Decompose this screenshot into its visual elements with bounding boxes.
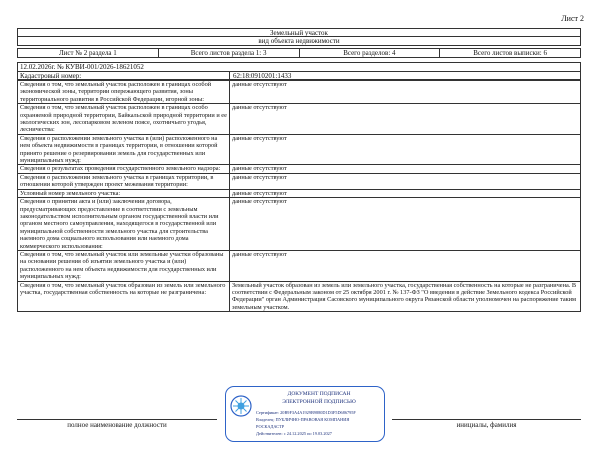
position-signature-line xyxy=(17,419,217,420)
row-label: Сведения о результатах проведения государственного земельного надзора: xyxy=(18,165,230,173)
table-row xyxy=(18,165,581,173)
table-row xyxy=(18,134,581,165)
row-label: Сведения о том, что земельный участок образован из земель или земельного участка, государственная собственность на которые не разграничена: xyxy=(18,281,230,312)
row-value: данные отсутствуют xyxy=(230,81,581,104)
row-label: Сведения о том, что земельный участок расположен в границах особой экономической зоны, территории опережающего развития, зоны территориального развития в Российской Федерации, игорной зоны: xyxy=(18,81,230,104)
stamp-owner-2: РОСКАДАСТР xyxy=(256,424,285,429)
record-date-number: 12.02.2026г. № КУВИ-001/2026-18621052 xyxy=(20,63,144,71)
row-value: данные отсутствуют xyxy=(230,198,581,251)
sheet-info-row xyxy=(17,48,581,58)
stamp-subtitle: ЭЛЕКТРОННОЙ ПОДПИСЬЮ xyxy=(282,399,356,405)
sheet-number: Лист 2 xyxy=(561,14,584,23)
details-table xyxy=(17,80,581,312)
object-title: Земельный участок xyxy=(17,28,581,37)
row-label: Сведения о том, что земельный участок расположен в границах особо охраняемой природной территории, Байкальской природной территории и ее экологических зон, лесопарковом зеленом поясе, охотничьего угодья, лесничества: xyxy=(18,104,230,135)
table-row xyxy=(18,281,581,312)
stamp-title: ДОКУМЕНТ ПОДПИСАН xyxy=(287,391,351,397)
record-date-row xyxy=(17,62,581,71)
object-subtitle: вид объекта недвижимости xyxy=(17,37,581,46)
sheet-info-section-sheet: Лист № 2 раздела 1 xyxy=(18,49,159,57)
table-row xyxy=(18,250,581,281)
row-value: данные отсутствуют xyxy=(230,173,581,189)
cadastral-label: Кадастровый номер: xyxy=(18,72,230,79)
row-value: данные отсутствуют xyxy=(230,134,581,165)
stamp-certificate: Сертификат: 20B9F3A4A1929B9880D1D3F5D686795F xyxy=(256,410,356,415)
stamp-validity: Действителен: с 24.12.2025 по 19.03.2027 xyxy=(256,431,332,436)
position-label: полное наименование должности xyxy=(67,421,167,429)
record-info xyxy=(17,62,581,80)
table-row xyxy=(18,189,581,197)
sheet-info-sections-count: Всего разделов: 4 xyxy=(300,49,441,57)
row-value: данные отсутствуют xyxy=(230,165,581,173)
row-label: Сведения о принятии акта и (или) заключении договора, предусматривающих предоставление в соответствии с земельным законодательством исполнительным органом государственной власти или органом местного самоуправления, находящегося в государственной или муниципальной собственности земельного участка для строительства наемного дома социального использования или наемного дома коммерческого использования: xyxy=(18,198,230,251)
name-label: инициалы, фамилия xyxy=(456,421,517,429)
row-value: данные отсутствуют xyxy=(230,189,581,197)
sheet-info-extract-total: Всего листов выписки: 6 xyxy=(473,49,547,57)
row-label: Сведения о том, что земельный участок или земельные участки образованы на основании решения об изъятии земельного участка и (или) расположенного на нем объекта недвижимости для государственных или муниципальных нужд: xyxy=(18,250,230,281)
electronic-signature-stamp xyxy=(225,386,385,442)
sheet-info-section-total: Всего листов раздела 1: 3 xyxy=(159,49,300,57)
stamp-owner: Владелец: ПУБЛИЧНО-ПРАВОВАЯ КОМПАНИЯ xyxy=(256,417,350,422)
cadastral-row xyxy=(17,71,581,80)
table-row xyxy=(18,81,581,104)
rosreestr-logo-icon xyxy=(230,395,252,417)
cadastral-value: 62:18:0910201:1433 xyxy=(233,72,292,80)
name-signature-line xyxy=(392,419,581,420)
table-row xyxy=(18,198,581,251)
row-value: Земельный участок образован из земель или земельного участка, государственная собственность на которые не разграничена. В соответствии с Федеральным законом от 25 октября 2001 г. № 137-ФЗ "О введении в действие Земельного кодекса Российской Федерации" орган Администрация Сасовского муниципального округа Рязанской области уполномочен на распоряжение таким земельным участком. xyxy=(230,281,581,312)
row-label: Условный номер земельного участка: xyxy=(18,189,230,197)
row-label: Сведения о расположении земельного участка в границах территории, в отношении которой утвержден проект межевания территории: xyxy=(18,173,230,189)
table-row xyxy=(18,173,581,189)
row-label: Сведения о расположении земельного участка в (или) расположенного на нем объекта недвижимости в границах территории, в отношении которой принято решение о резервировании земель для государственных или муниципальных нужд: xyxy=(18,134,230,165)
row-value: данные отсутствуют xyxy=(230,104,581,135)
row-value: данные отсутствуют xyxy=(230,250,581,281)
table-row xyxy=(18,104,581,135)
